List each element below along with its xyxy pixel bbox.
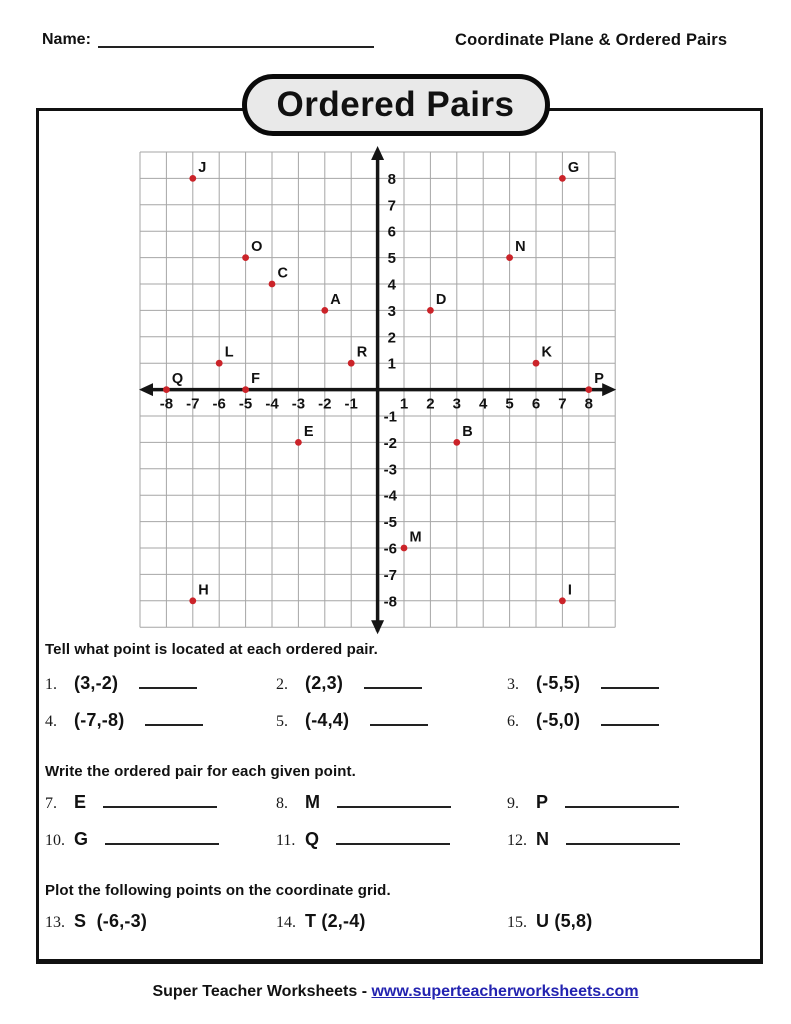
point-dot [401, 545, 408, 552]
point-dot [216, 360, 223, 367]
question-value: N [536, 829, 550, 849]
question-item [507, 792, 738, 813]
point-dot [163, 386, 170, 393]
question-number: 6. [507, 713, 519, 730]
question-number: 13. [45, 914, 65, 931]
y-tick-label: 8 [387, 170, 396, 188]
answer-blank [336, 831, 450, 845]
point-dot [585, 386, 592, 393]
footer-text: Super Teacher Worksheets - [152, 983, 372, 1000]
point-label: E [303, 423, 314, 440]
point-label: Q [171, 371, 184, 388]
point-label: G [567, 159, 580, 176]
answer-blank [565, 794, 679, 808]
point-label: L [224, 344, 234, 361]
question-value: (3,-2) [74, 673, 119, 693]
x-tick-label: -2 [318, 395, 332, 413]
point-dot [559, 175, 566, 182]
page-title: Ordered Pairs [276, 85, 515, 124]
question-row [45, 829, 756, 854]
question-value: G [74, 829, 89, 849]
worksheet-topic-title: Coordinate Plane & Ordered Pairs [455, 31, 728, 49]
x-tick-label: -8 [159, 395, 174, 413]
question-row [45, 792, 756, 817]
name-field-label: Name: [42, 31, 91, 48]
point-label: I [567, 582, 572, 599]
answer-blank [145, 712, 203, 726]
x-tick-label: 8 [584, 395, 593, 413]
x-tick-label: -6 [212, 395, 226, 413]
question-value: (-7,-8) [74, 710, 125, 730]
question-number: 5. [276, 713, 288, 730]
question-item [276, 911, 507, 932]
question-row [45, 911, 756, 936]
point-label: D [435, 291, 447, 308]
answer-blank [601, 675, 659, 689]
question-number: 15. [507, 914, 527, 931]
question-value: (-5,0) [536, 710, 581, 730]
question-value: E [74, 792, 87, 812]
question-value: (2,3) [305, 673, 344, 693]
question-number: 9. [507, 795, 519, 812]
question-value: M [305, 792, 321, 812]
y-tick-label: 5 [387, 250, 396, 268]
question-number: 11. [276, 832, 296, 849]
point-label: A [330, 291, 341, 308]
point-dot [269, 281, 276, 288]
x-tick-label: 7 [558, 395, 567, 413]
answer-blank [566, 831, 680, 845]
y-tick-label: -5 [383, 514, 397, 532]
question-value: (-5,5) [536, 673, 581, 693]
x-tick-label: 4 [479, 395, 488, 413]
point-dot [348, 360, 355, 367]
footer [0, 983, 791, 1001]
question-item [45, 911, 276, 932]
question-item [507, 829, 738, 850]
question-item [276, 710, 507, 731]
point-dot [189, 597, 196, 604]
point-dot [242, 254, 249, 261]
x-tick-label: -1 [344, 395, 358, 413]
point-dot [559, 597, 566, 604]
question-item [45, 829, 276, 850]
title-badge [242, 74, 550, 136]
point-label: M [409, 529, 422, 546]
x-tick-label: -3 [291, 395, 306, 413]
point-dot [242, 386, 249, 393]
x-axis-left-arrow-icon [139, 383, 153, 396]
question-item [45, 710, 276, 731]
question-item [45, 673, 276, 694]
y-tick-label: 6 [387, 223, 396, 241]
question-value: U (5,8) [536, 911, 593, 931]
answer-blank [337, 794, 451, 808]
point-dot [189, 175, 196, 182]
x-axis-right-arrow-icon [602, 383, 616, 396]
x-tick-label: -5 [238, 395, 253, 413]
footer-link[interactable]: www.superteacherworksheets.com [371, 983, 639, 1000]
question-number: 4. [45, 713, 57, 730]
section-instruction: Tell what point is located at each ordered pair. [45, 641, 378, 658]
point-label: N [515, 239, 526, 256]
point-label: R [356, 344, 368, 361]
x-tick-label: 5 [505, 395, 514, 413]
answer-blank [139, 675, 197, 689]
answer-blank [103, 794, 217, 808]
x-tick-label: 1 [399, 395, 409, 413]
question-number: 8. [276, 795, 288, 812]
y-axis-up-arrow-icon [371, 146, 384, 160]
question-item [45, 792, 276, 813]
section-instruction: Plot the following points on the coordinate grid. [45, 882, 391, 899]
question-item [276, 792, 507, 813]
question-row [45, 673, 756, 698]
question-row [45, 710, 756, 735]
x-tick-label: 2 [426, 395, 435, 413]
answer-blank [601, 712, 659, 726]
question-value: S (-6,-3) [74, 911, 148, 931]
y-tick-label: -4 [383, 487, 397, 505]
question-number: 10. [45, 832, 65, 849]
question-number: 1. [45, 676, 57, 693]
question-item [276, 673, 507, 694]
question-value: T (2,-4) [305, 911, 366, 931]
worksheet-frame [36, 108, 763, 964]
y-tick-label: -1 [383, 408, 397, 426]
answer-blank [105, 831, 219, 845]
point-dot [453, 439, 460, 446]
y-tick-label: -6 [383, 540, 397, 558]
y-tick-label: 4 [387, 276, 396, 294]
question-value: Q [305, 829, 320, 849]
y-tick-label: -7 [383, 566, 397, 584]
question-item [507, 673, 738, 694]
point-label: K [541, 344, 552, 361]
point-dot [506, 254, 513, 261]
question-number: 3. [507, 676, 519, 693]
y-tick-label: -3 [383, 461, 397, 479]
x-tick-label: 3 [452, 395, 461, 413]
question-item [507, 710, 738, 731]
point-label: O [251, 239, 263, 256]
point-label: J [198, 159, 207, 176]
x-tick-label: 6 [531, 395, 541, 413]
point-label: B [462, 423, 473, 440]
question-value: (-4,4) [305, 710, 350, 730]
point-label: F [251, 371, 260, 388]
x-tick-label: -4 [265, 395, 279, 413]
point-dot [321, 307, 328, 314]
y-tick-label: 2 [387, 329, 396, 347]
question-value: P [536, 792, 549, 812]
point-label: H [198, 582, 209, 599]
question-number: 12. [507, 832, 527, 849]
question-item [507, 911, 738, 932]
question-number: 7. [45, 795, 57, 812]
point-label: C [277, 265, 288, 282]
x-tick-label: -7 [186, 395, 200, 413]
point-dot [533, 360, 540, 367]
section-instruction: Write the ordered pair for each given point. [45, 763, 356, 780]
y-tick-label: 7 [387, 197, 396, 215]
answer-blank [370, 712, 428, 726]
y-tick-label: -8 [383, 593, 397, 611]
question-sections [45, 641, 756, 936]
question-item [276, 829, 507, 850]
y-tick-label: -2 [383, 434, 397, 452]
question-number: 2. [276, 676, 288, 693]
question-number: 14. [276, 914, 296, 931]
y-tick-label: 1 [387, 355, 396, 373]
name-answer-line [98, 46, 374, 48]
answer-blank [364, 675, 422, 689]
y-tick-label: 3 [387, 302, 396, 320]
point-dot [427, 307, 434, 314]
coordinate-grid [132, 144, 624, 638]
point-dot [295, 439, 302, 446]
point-label: P [594, 371, 604, 388]
